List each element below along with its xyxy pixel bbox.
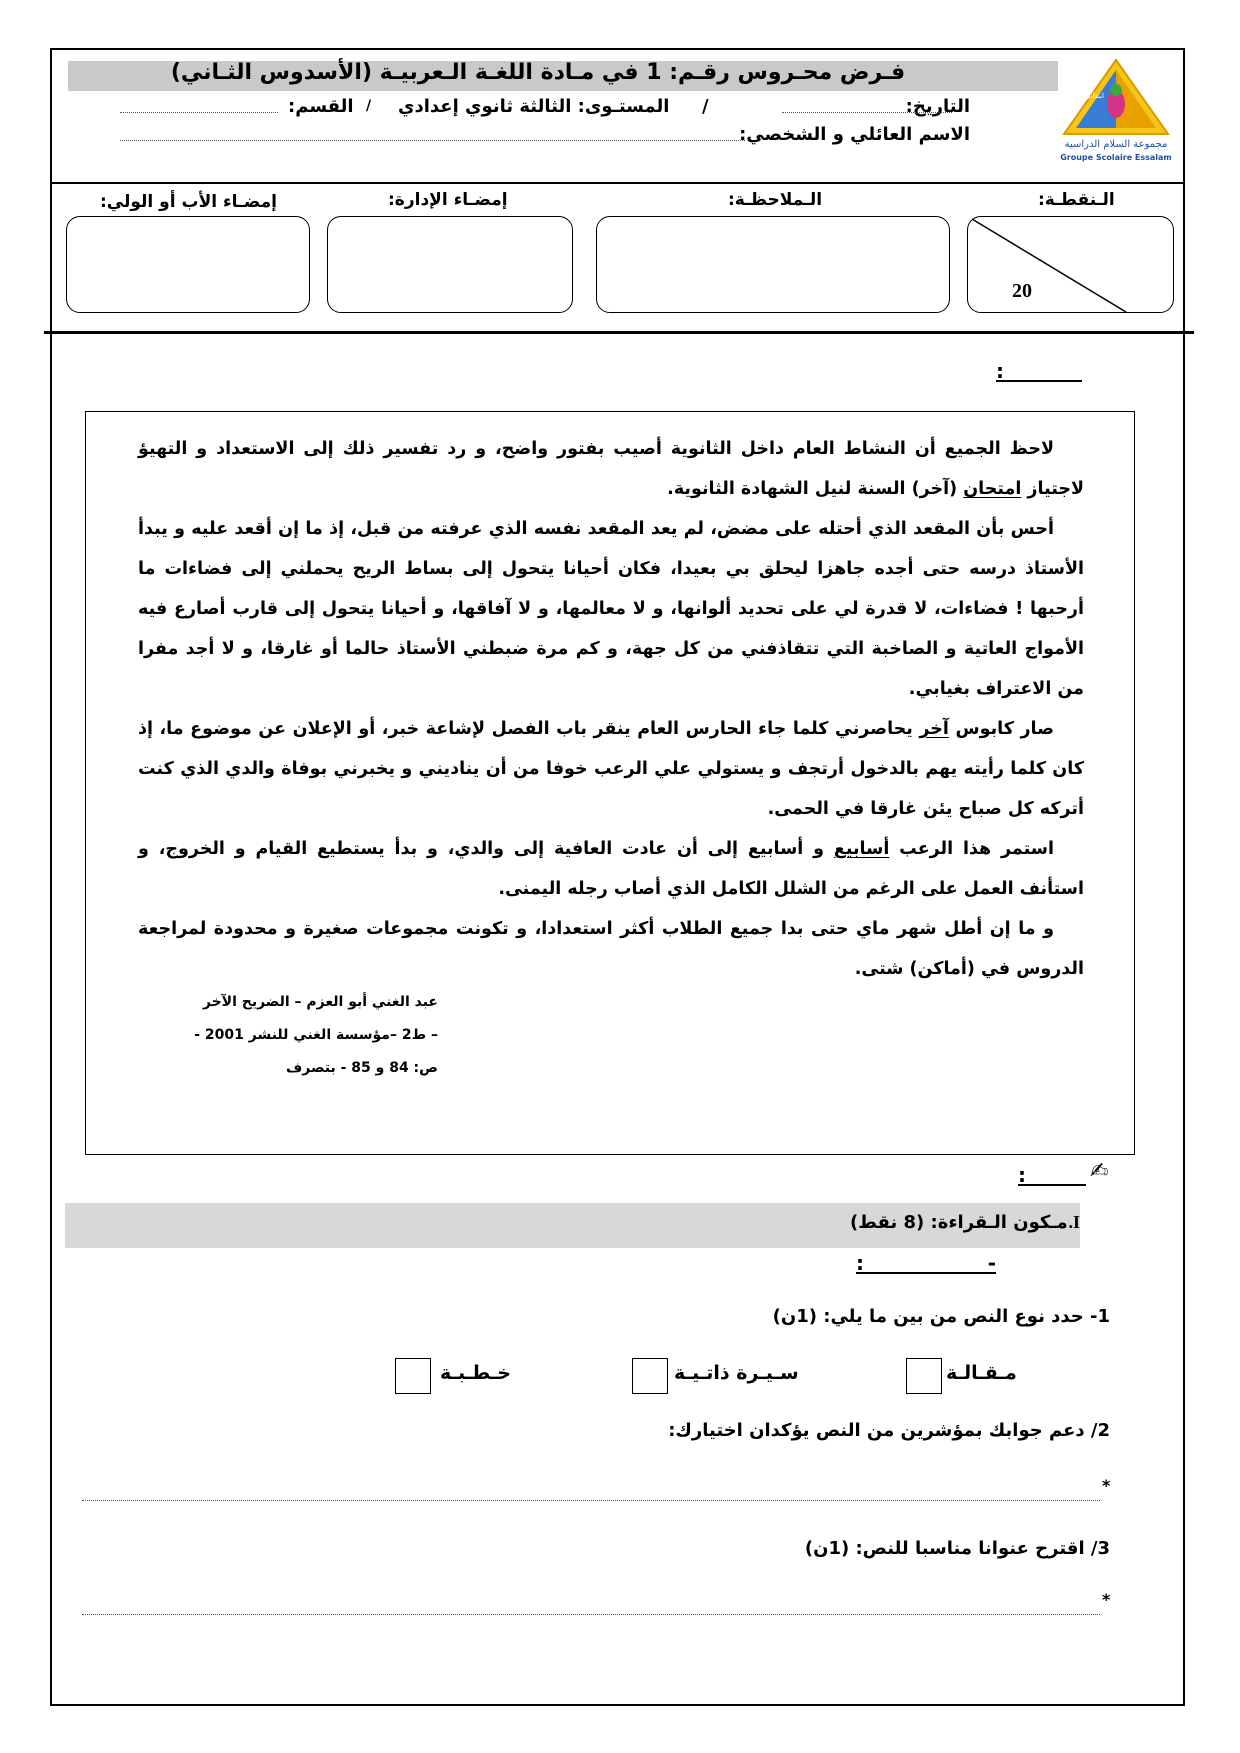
date-label: التاريخ: [905,96,970,117]
pencil-icon: ✍ [1090,1159,1109,1184]
section-number: I. [1068,1212,1080,1232]
note-box[interactable] [596,216,950,313]
date-slash-1: / [702,96,709,117]
logo-top-text: ابتدائي إعدادي [1062,92,1104,100]
section-field[interactable] [120,112,278,113]
exam-title: فـرض محـروس رقـم: 1 في مـادة اللغـة الـعربيـة (الأسدوس الثـاني) [170,60,906,85]
admin-signature-label: إمضـاء الإدارة: [388,190,508,210]
passage-source [138,986,438,1085]
admin-signature-box[interactable] [327,216,573,313]
source-line-1: عبد الغني أبو العزم – الضريح الآخر [202,994,438,1010]
paragraph-5: و ما إن أطل شهر ماي حتى بدا جميع الطلاب أكثر استعدادا، و تكونت مجموعات صغيرة و محدودة لمراجعة الدروس في (أماكن) شتى. [138,919,1084,979]
logo-arabic-name: مجموعة السلام الدراسية [1064,139,1168,150]
logo-french-name: Groupe Scolaire Essalam [1060,153,1172,162]
answer-3-field[interactable] [82,1614,1100,1615]
paragraph-4: استمر هذا الرعب أسابيع و أسابيع إلى أن عادت العافية إلى والدي، و بدأ يستطيع القيام و الخروج، و استأنف العمل على الرغم من الشلل الكامل الذي أصاب رجله اليمنى. [138,839,1084,899]
paragraph-3: صار كابوس آخر يحاصرني كلما جاء الحارس العام ينقر باب الفصل لإشاعة خبر، أو الإعلان عن موضوع ما، إذ كان كلما رأيته يهم بالدخول أرتجف و يستولي علي الرعب خوفا من أن يناديني و يخبرني بوفاة والدي الذي كنت أتركه كل صباح يئن غارقا في الحمى. [138,719,1084,819]
option-article-checkbox[interactable] [906,1358,942,1394]
underlined-word-2: آخر [919,719,949,739]
option-article-label: مـقـالـة [946,1362,1017,1384]
paragraph-2: أحس بأن المقعد الذي أحتله على مضض، لم يعد المقعد نفسه الذي عرفته من قبل، إذ ما إن أقعد عليه و يبدأ الأستاذ درسه حتى أجده جاهزا ليحلق بي بعيدا، فكان أحيانا يتحول إلى بساط الريح يحملني إلى فضاءات ما أرحبها ! فضاءات، لا قدرة لي على تحديد ألوانها، و لا معالمها، و لا آفاقها، و أحيانا يتحول إلى قارب أصارع فيه الأمواج العاتية و الصاخبة التي تتقاذفني من كل جهة، و كم مرة ضبطني الأستاذ حالما أو غارقا، و لا أجد مفرا من الاعتراف بغيابي. [138,519,1084,699]
logo-triangle-icon [1056,56,1176,168]
passage-text [138,429,1084,989]
name-label: الاسم العائلي و الشخصي: [739,124,970,145]
question-3: 3/ اقترح عنوانا مناسبا للنص: (1ن) [804,1538,1110,1559]
answer-2-bullet: * [1102,1476,1111,1495]
underlined-word-3: أسابيع [833,839,890,859]
parent-signature-box[interactable] [66,216,310,313]
note-label: الـملاحظـة: [728,190,823,210]
score-label: الـنقطـة: [1038,190,1115,210]
section-title: مـكون الـقراءة: (8 نقط) [850,1212,1068,1233]
section-label: القسم: [288,96,354,117]
date-slash-2: / [366,98,372,114]
question-2: 2/ دعم جوابك بمؤشرين من النص يؤكدان اختيارك: [668,1420,1110,1441]
option-autobiography-checkbox[interactable] [632,1358,668,1394]
date-field[interactable] [782,112,952,113]
source-line-2: – ط2 –مؤسسة الغني للنشر 2001 - [194,1027,438,1043]
score-diagonal [968,217,1173,312]
score-max: 20 [1012,280,1032,302]
option-speech-checkbox[interactable] [395,1358,431,1394]
main-separator [44,331,1194,334]
passage-heading: : [996,362,1082,382]
paragraph-1: لاحظ الجميع أن النشاط العام داخل الثانوية أصيب بفتور واضح، و رد تفسير ذلك إلى الاستعداد و التهيؤ لاجتياز امتحان (آخر) السنة لنيل الشهادة الثانوية. [138,439,1084,499]
question-1: 1- حدد نوع النص من بين ما يلي: (1ن) [772,1306,1110,1327]
source-line-3: ص: 84 و 85 - بتصرف [285,1060,438,1076]
level-label: المستـوى: الثالثة ثانوي إعدادي [398,96,670,117]
parent-signature-label: إمضـاء الأب أو الولي: [100,192,277,212]
school-logo [1056,56,1176,168]
header-separator [50,182,1185,184]
answer-2-field[interactable] [82,1500,1100,1501]
sub-section-marker: : - [856,1251,996,1275]
name-field[interactable] [120,140,745,141]
underlined-word-1: امتحان [963,479,1022,499]
option-speech-label: خـطـبـة [440,1362,511,1384]
option-autobiography-label: سـيـرة ذاتـيـة [674,1362,799,1384]
score-box[interactable] [967,216,1174,313]
section-marker: : [1018,1166,1086,1186]
answer-3-bullet: * [1102,1590,1111,1609]
